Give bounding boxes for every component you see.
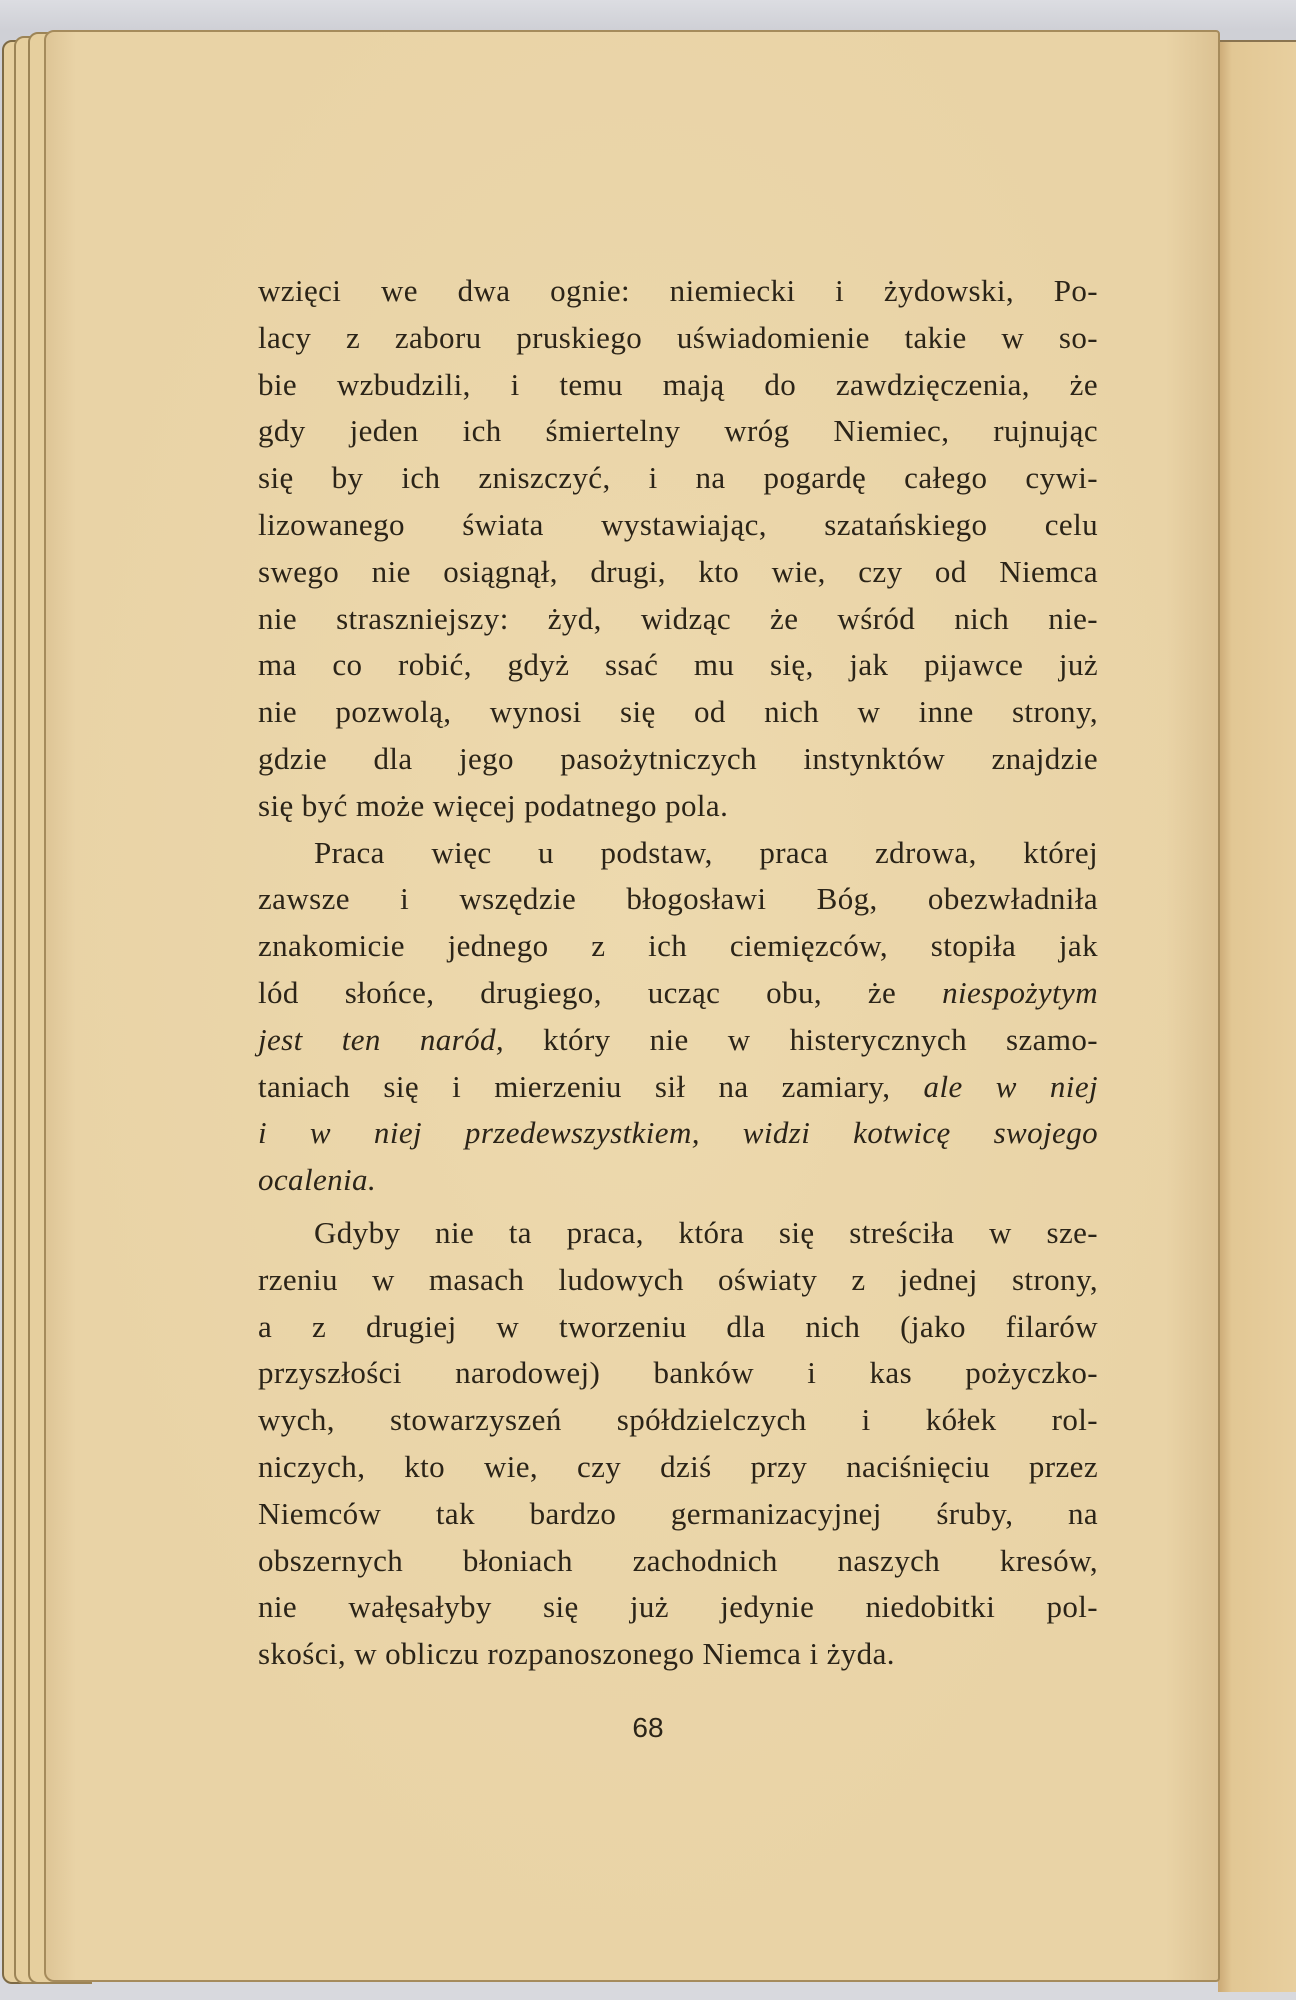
italic-text: i w niej przedewszystkiem, widzi kotwicę swojego (258, 1115, 1098, 1151)
paragraph (258, 268, 1098, 830)
text-line (258, 315, 1098, 362)
text-segment: nie straszniejszy: żyd, widząc że wśród nich nie- (258, 600, 1098, 636)
text-line (258, 1397, 1098, 1444)
text-line (258, 1538, 1098, 1585)
text-line (258, 1110, 1098, 1157)
italic-text: ocalenia. (258, 1162, 377, 1198)
text-segment: taniach się i mierzeniu sił na zamiary, (258, 1068, 924, 1104)
text-line (258, 642, 1098, 689)
body-text (258, 268, 1098, 1678)
text-segment: a z drugiej w tworzeniu dla nich (jako filarów (258, 1308, 1098, 1344)
text-line (258, 1210, 1098, 1257)
text-line (258, 596, 1098, 643)
paragraph (258, 830, 1098, 1204)
text-line (258, 1350, 1098, 1397)
text-line (258, 876, 1098, 923)
text-line (258, 970, 1098, 1017)
text-line (258, 736, 1098, 783)
text-segment: lizowanego świata wystawiając, szatańskiego celu (258, 506, 1098, 542)
text-segment: przyszłości narodowej) banków i kas pożyczko- (258, 1355, 1098, 1391)
text-line (258, 502, 1098, 549)
paragraph (258, 1210, 1098, 1678)
text-line (258, 830, 1098, 877)
text-line (258, 1584, 1098, 1631)
page-number: 68 (632, 1712, 664, 1743)
text-line (258, 1017, 1098, 1064)
text-segment: niczych, kto wie, czy dziś przy naciśnięciu przez (258, 1448, 1098, 1484)
text-segment: rzeniu w masach ludowych oświaty z jednej strony, (258, 1261, 1098, 1297)
text-segment: zawsze i wszędzie błogosławi Bóg, obezwładniła (258, 881, 1098, 917)
text-line (258, 549, 1098, 596)
text-line (258, 1157, 1098, 1204)
text-segment: znakomicie jednego z ich ciemięzców, stopiła jak (258, 928, 1098, 964)
italic-text: niespożytym (942, 974, 1098, 1010)
text-segment: wych, stowarzyszeń spółdzielczych i kółek rol- (258, 1402, 1098, 1438)
text-segment: bie wzbudzili, i temu mają do zawdzięczenia, że (258, 366, 1098, 402)
text-line (258, 689, 1098, 736)
italic-text: jest ten naród, (258, 1021, 505, 1057)
text-segment: ma co robić, gdyż ssać mu się, jak pijawce już (258, 647, 1098, 683)
text-segment: nie pozwolą, wynosi się od nich w inne strony, (258, 694, 1098, 730)
text-line (258, 408, 1098, 455)
text-segment: nie wałęsałyby się już jedynie niedobitki pol- (258, 1589, 1098, 1625)
text-line (258, 362, 1098, 409)
text-segment: wzięci we dwa ognie: niemiecki i żydowski, Po- (258, 273, 1098, 308)
text-line (258, 1304, 1098, 1351)
italic-text: ale w niej (923, 1068, 1098, 1104)
text-segment: gdzie dla jego pasożytniczych instynktów znajdzie (258, 740, 1098, 776)
text-segment: Niemców tak bardzo germanizacyjnej śruby, na (258, 1495, 1098, 1531)
text-line (258, 1064, 1098, 1111)
text-segment: Gdyby nie ta praca, która się streściła w sze- (314, 1214, 1098, 1250)
text-line (258, 1491, 1098, 1538)
text-segment: skości, w obliczu rozpanoszonego Niemca i żyda. (258, 1636, 895, 1672)
text-segment: lacy z zaboru pruskiego uświadomienie takie w so- (258, 319, 1098, 355)
text-segment: lód słońce, drugiego, ucząc obu, że (258, 974, 943, 1010)
text-line (258, 455, 1098, 502)
facing-page-edge (1218, 40, 1296, 1992)
text-segment: się być może więcej podatnego pola. (258, 787, 729, 823)
text-segment: który nie w histerycznych szamo- (504, 1021, 1098, 1057)
text-line (258, 783, 1098, 830)
text-segment: Praca więc u podstaw, praca zdrowa, której (314, 834, 1098, 870)
text-line (258, 923, 1098, 970)
text-segment: gdy jeden ich śmiertelny wróg Niemiec, rujnując (258, 413, 1098, 449)
text-line (258, 268, 1098, 315)
text-line (258, 1257, 1098, 1304)
text-segment: swego nie osiągnął, drugi, kto wie, czy od Niemca (258, 553, 1098, 589)
text-segment: się by ich zniszczyć, i na pogardę całego cywi- (258, 460, 1098, 496)
text-line (258, 1631, 1098, 1678)
text-segment: obszernych błoniach zachodnich naszych kresów, (258, 1542, 1098, 1578)
text-line (258, 1444, 1098, 1491)
